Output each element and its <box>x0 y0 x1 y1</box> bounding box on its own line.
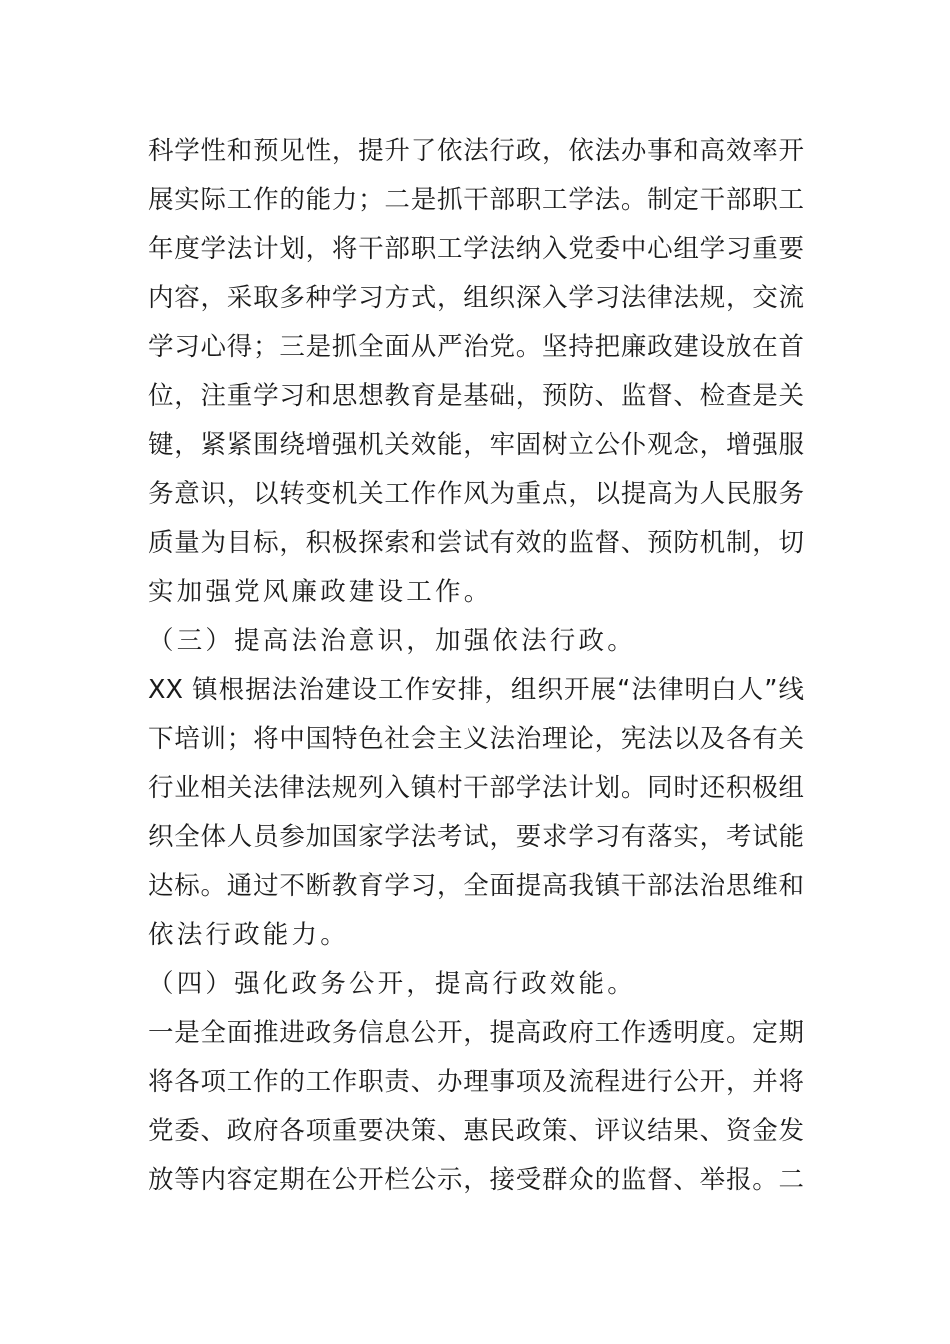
body-line-21: 党委、政府各项重要决策、惠民政策、评议结果、资金发 <box>148 1116 804 1146</box>
body-line-9: 质量为目标，积极探索和尝试有效的监督、预防机制，切 <box>148 528 804 558</box>
body-line-10: 实加强党风廉政建设工作。 <box>148 577 493 607</box>
body-line-14: 行业相关法律法规列入镇村干部学法计划。同时还积极组 <box>148 773 804 803</box>
body-line-17: 依法行政能力。 <box>148 920 349 950</box>
body-line-6: 位，注重学习和思想教育是基础，预防、监督、检查是关 <box>148 381 804 411</box>
body-line-13: 下培训；将中国特色社会主义法治理论，宪法以及各有关 <box>148 724 804 754</box>
body-line-4: 内容，采取多种学习方式，组织深入学习法律法规，交流 <box>148 283 804 313</box>
body-line-20: 将各项工作的工作职责、办理事项及流程进行公开，并将 <box>148 1067 804 1097</box>
body-line-1: 科学性和预见性，提升了依法行政，依法办事和高效率开 <box>148 136 804 166</box>
section-heading-4: （四）强化政务公开，提高行政效能。 <box>148 969 636 999</box>
body-line-8: 务意识，以转变机关工作作风为重点，以提高为人民服务 <box>148 479 804 509</box>
section-heading-3: （三）提高法治意识，加强依法行政。 <box>148 626 636 656</box>
body-line-3: 年度学法计划，将干部职工学法纳入党委中心组学习重要 <box>148 234 804 264</box>
body-line-22: 放等内容定期在公开栏公示，接受群众的监督、举报。二 <box>148 1165 804 1195</box>
body-line-16: 达标。通过不断教育学习，全面提高我镇干部法治思维和 <box>148 871 804 901</box>
body-line-5: 学习心得；三是抓全面从严治党。坚持把廉政建设放在首 <box>148 332 804 362</box>
body-line-15: 织全体人员参加国家学法考试，要求学习有落实，考试能 <box>148 822 804 852</box>
body-line-2: 展实际工作的能力；二是抓干部职工学法。制定干部职工 <box>148 185 804 215</box>
body-line-19: 一是全面推进政务信息公开，提高政府工作透明度。定期 <box>148 1018 804 1048</box>
body-line-7: 键，紧紧围绕增强机关效能，牢固树立公仆观念，增强服 <box>148 430 804 460</box>
body-line-12: XX 镇根据法治建设工作安排，组织开展“法律明白人”线 <box>148 675 804 705</box>
